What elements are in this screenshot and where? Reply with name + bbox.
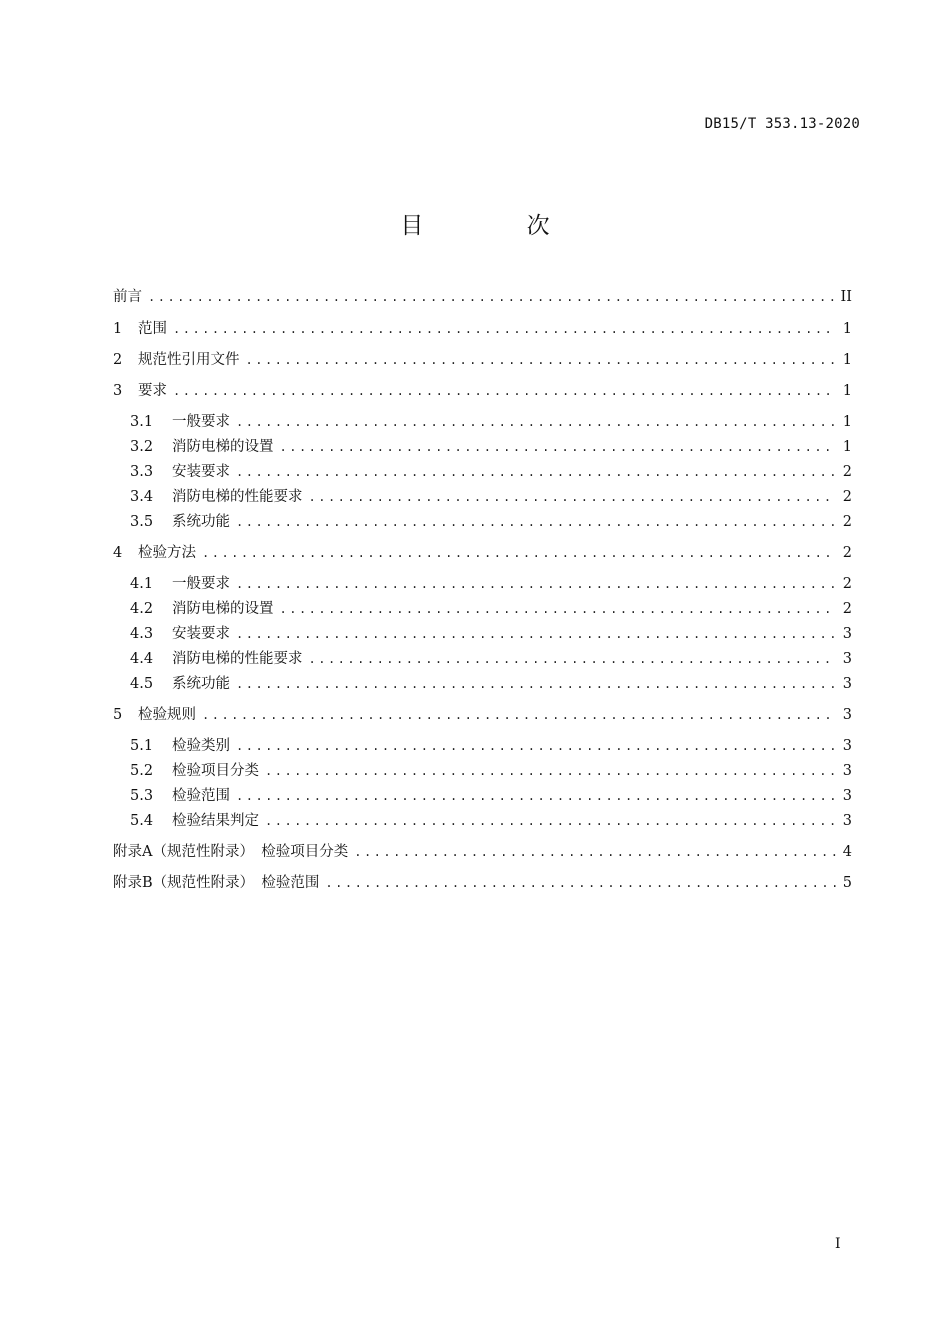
toc-entry-label: 消防电梯的设置 <box>172 439 274 455</box>
toc-entry-page: 3 <box>842 813 852 829</box>
toc-leader-dots <box>280 436 837 458</box>
toc-entry[interactable] <box>130 810 852 832</box>
toc-entry-label: 附录A（规范性附录） 检验项目分类 <box>113 844 349 860</box>
toc-entry-number: 5.1 <box>130 738 154 754</box>
toc-leader-dots <box>354 841 836 863</box>
toc-entry-number: 3.4 <box>130 489 154 505</box>
toc-entry-number: 4.2 <box>130 601 154 617</box>
toc-entry[interactable] <box>113 349 852 371</box>
footer-page-number: I <box>835 1236 841 1252</box>
toc-entry-number: 4.4 <box>130 651 154 667</box>
toc-leader-dots <box>202 704 836 726</box>
toc-leader-dots <box>236 461 836 483</box>
toc-entry-number: 3.3 <box>130 464 154 480</box>
toc-entry[interactable] <box>130 573 852 595</box>
toc-entry-label: 前言 <box>113 289 142 305</box>
toc-leader-dots <box>202 542 836 564</box>
toc-entry-number: 5.4 <box>130 813 154 829</box>
toc-entry-page: 3 <box>842 738 852 754</box>
toc-entry-number: 4.3 <box>130 626 154 642</box>
toc-entry-number: 3.1 <box>130 414 154 430</box>
toc-leader-dots <box>236 673 836 695</box>
toc-leader-dots <box>265 760 836 782</box>
toc-entry-page: 2 <box>842 514 852 530</box>
toc-leader-dots <box>173 318 836 340</box>
toc-entry[interactable] <box>130 436 852 458</box>
toc-entry[interactable] <box>113 872 852 894</box>
toc-entry-page: 1 <box>842 352 852 368</box>
toc-entry[interactable] <box>113 286 852 308</box>
toc-entry-page: 5 <box>842 875 852 891</box>
toc-leader-dots <box>236 785 836 807</box>
toc-entry-page: 3 <box>842 707 852 723</box>
toc-entry[interactable] <box>130 511 852 533</box>
toc-leader-dots <box>246 349 837 371</box>
toc-entry-label: 要求 <box>138 383 167 399</box>
toc-leader-dots <box>265 810 836 832</box>
toc-entry-page: 2 <box>842 576 852 592</box>
toc-entry-page: 3 <box>842 763 852 779</box>
toc-entry[interactable] <box>130 486 852 508</box>
toc-entry-page: 2 <box>842 601 852 617</box>
toc-entry-page: 1 <box>842 414 852 430</box>
toc-entry-label: 检验类别 <box>172 738 230 754</box>
toc-entry-label: 检验范围 <box>172 788 230 804</box>
toc-entry-page: 3 <box>842 626 852 642</box>
toc-entry-number: 5 <box>113 707 123 723</box>
toc-entry-label: 系统功能 <box>172 514 230 530</box>
toc-entry-label: 检验项目分类 <box>172 763 259 779</box>
toc-entry[interactable] <box>130 598 852 620</box>
toc-entry-label: 安装要求 <box>172 626 230 642</box>
toc-entry[interactable] <box>113 318 852 340</box>
toc-leader-dots <box>173 380 836 402</box>
toc-entry-page: II <box>840 289 852 305</box>
toc-entry-label: 消防电梯的设置 <box>172 601 274 617</box>
toc-leader-dots <box>309 648 837 670</box>
toc-entry-page: 3 <box>842 788 852 804</box>
toc-entry-label: 检验结果判定 <box>172 813 259 829</box>
toc-entry[interactable] <box>130 623 852 645</box>
toc-entry-label: 系统功能 <box>172 676 230 692</box>
toc-entry-number: 3 <box>113 383 123 399</box>
toc-entry-label: 消防电梯的性能要求 <box>172 489 303 505</box>
toc-entry[interactable] <box>130 411 852 433</box>
toc-leader-dots <box>236 411 836 433</box>
toc-entry-number: 4 <box>113 545 123 561</box>
toc-entry-page: 4 <box>842 844 852 860</box>
table-of-contents <box>113 0 852 1344</box>
toc-leader-dots <box>236 623 836 645</box>
toc-leader-dots <box>280 598 837 620</box>
toc-leader-dots <box>148 286 836 308</box>
toc-entry-number: 3.2 <box>130 439 154 455</box>
toc-entry-label: 检验方法 <box>138 545 196 561</box>
toc-leader-dots <box>236 511 836 533</box>
toc-entry[interactable] <box>130 785 852 807</box>
toc-entry-page: 2 <box>842 545 852 561</box>
toc-entry-label: 范围 <box>138 321 167 337</box>
toc-entry-label: 一般要求 <box>172 414 230 430</box>
toc-entry-page: 3 <box>842 651 852 667</box>
toc-entry-label: 检验规则 <box>138 707 196 723</box>
toc-entry-number: 1 <box>113 321 123 337</box>
toc-leader-dots <box>236 573 836 595</box>
toc-title: 目 次 <box>400 213 598 239</box>
toc-entry-number: 2 <box>113 352 123 368</box>
toc-leader-dots <box>325 872 836 894</box>
toc-entry-label: 安装要求 <box>172 464 230 480</box>
toc-entry-page: 1 <box>842 439 852 455</box>
toc-entry-page: 1 <box>842 383 852 399</box>
toc-entry[interactable] <box>130 461 852 483</box>
toc-entry[interactable] <box>130 735 852 757</box>
toc-entry-number: 5.3 <box>130 788 154 804</box>
toc-entry-number: 4.5 <box>130 676 154 692</box>
toc-entry[interactable] <box>113 542 852 564</box>
toc-entry[interactable] <box>130 673 852 695</box>
toc-leader-dots <box>236 735 836 757</box>
toc-leader-dots <box>309 486 837 508</box>
toc-entry-number: 4.1 <box>130 576 154 592</box>
toc-entry[interactable] <box>113 380 852 402</box>
toc-entry-page: 2 <box>842 489 852 505</box>
toc-entry-page: 3 <box>842 676 852 692</box>
toc-entry-page: 1 <box>842 321 852 337</box>
toc-entry[interactable] <box>130 648 852 670</box>
toc-entry-label: 附录B（规范性附录） 检验范围 <box>113 875 320 891</box>
toc-entry-label: 一般要求 <box>172 576 230 592</box>
toc-entry[interactable] <box>113 704 852 726</box>
toc-entry-label: 消防电梯的性能要求 <box>172 651 303 667</box>
toc-entry-number: 5.2 <box>130 763 154 779</box>
toc-entry-number: 3.5 <box>130 514 154 530</box>
toc-entry-label: 规范性引用文件 <box>138 352 240 368</box>
toc-entry-page: 2 <box>842 464 852 480</box>
toc-entry[interactable] <box>113 841 852 863</box>
document-code: DB15/T 353.13-2020 <box>704 116 860 132</box>
toc-entry[interactable] <box>130 760 852 782</box>
